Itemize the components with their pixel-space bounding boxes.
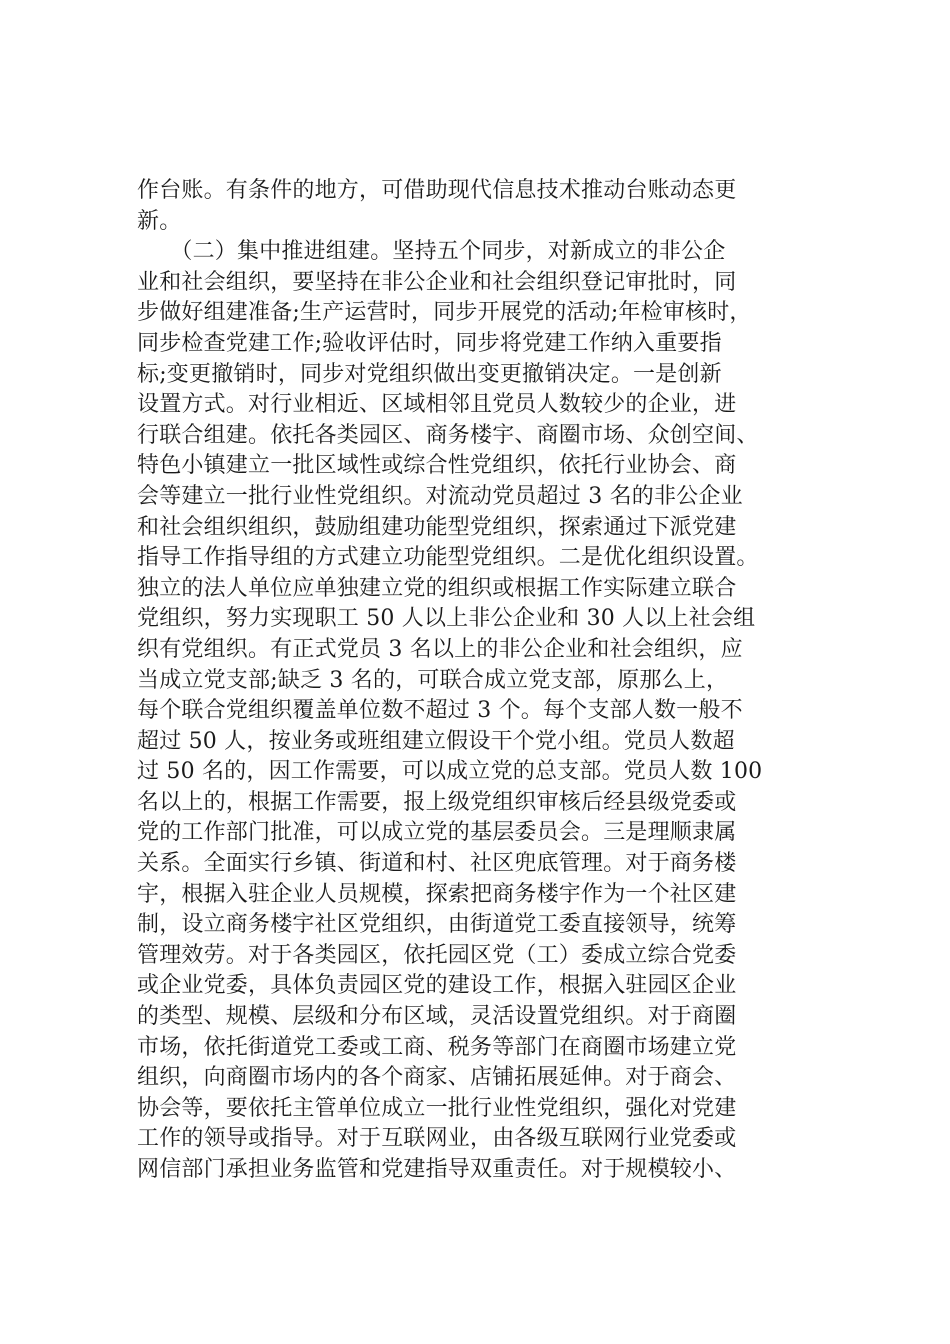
text-line: 同步检查党建工作;验收评估时，同步将党建工作纳入重要指 <box>137 330 722 356</box>
text-line: 特色小镇建立一批区域性或综合性党组织，依托行业协会、商 <box>137 453 737 479</box>
text-line: 超过 50 人，按业务或班组建立假设干个党小组。党员人数超 <box>137 728 735 754</box>
text-line: 名以上的，根据工作需要，报上级党组织审核后经县级党委或 <box>137 789 737 815</box>
text-line: 过 50 名的，因工作需要，可以成立党的总支部。党员人数 100 <box>137 759 763 785</box>
text-line: 和社会组织组织，鼓励组建功能型党组织，探索通过下派党建 <box>137 514 737 540</box>
text-line: 标;变更撤销时，同步对党组织做出变更撤销决定。一是创新 <box>137 361 722 387</box>
text-line: 业和社会组织，要坚持在非公企业和社会组织登记审批时，同 <box>137 269 737 295</box>
text-line: 宇，根据入驻企业人员规模，探索把商务楼宇作为一个社区建 <box>137 881 737 907</box>
body-text <box>137 176 837 1186</box>
text-line: 的类型、规模、层级和分布区域，灵活设置党组织。对于商圈 <box>137 1004 737 1030</box>
text-line: 每个联合党组织覆盖单位数不超过 3 个。每个支部人数一般不 <box>137 698 743 724</box>
text-line: 关系。全面实行乡镇、街道和村、社区兜底管理。对于商务楼 <box>137 851 737 877</box>
text-line: 独立的法人单位应单独建立党的组织或根据工作实际建立联合 <box>137 575 737 601</box>
text-line: 织有党组织。有正式党员 3 名以上的非公企业和社会组织，应 <box>137 636 743 662</box>
text-line: 市场，依托街道党工委或工商、税务等部门在商圈市场建立党 <box>137 1034 737 1060</box>
text-line: 指导工作指导组的方式建立功能型党组织。二是优化组织设置。 <box>137 545 759 571</box>
text-line: 作台账。有条件的地方，可借助现代信息技术推动台账动态更 <box>137 178 737 203</box>
text-line: （二）集中推进组建。坚持五个同步，对新成立的非公企 <box>137 239 726 265</box>
text-line: 工作的领导或指导。对于互联网业，由各级互联网行业党委或 <box>137 1126 737 1152</box>
text-line: 行联合组建。依托各类园区、商务楼宇、商圈市场、众创空间、 <box>137 422 759 448</box>
text-line: 管理效劳。对于各类园区，依托园区党（工）委成立综合党委 <box>137 942 737 968</box>
text-line: 网信部门承担业务监管和党建指导双重责任。对于规模较小、 <box>137 1157 737 1182</box>
text-line: 会等建立一批行业性党组织。对流动党员超过 3 名的非公企业 <box>137 483 743 509</box>
text-line: 党组织，努力实现职工 50 人以上非公企业和 30 人以上社会组 <box>137 606 756 632</box>
text-line: 或企业党委，具体负责园区党的建设工作，根据入驻园区企业 <box>137 973 737 999</box>
text-line: 步做好组建准备;生产运营时，同步开展党的活动;年检审核时， <box>137 300 752 326</box>
text-line: 协会等，要依托主管单位成立一批行业性党组织，强化对党建 <box>137 1095 737 1121</box>
text-line: 新。 <box>137 208 182 234</box>
text-line: 党的工作部门批准，可以成立党的基层委员会。三是理顺隶属 <box>137 820 737 846</box>
text-line: 制，设立商务楼宇社区党组织，由街道党工委直接领导，统筹 <box>137 912 737 938</box>
text-line: 当成立党支部;缺乏 3 名的，可联合成立党支部，原那么上， <box>137 667 729 693</box>
text-line: 组织，向商圈市场内的各个商家、店铺拓展延伸。对于商会、 <box>137 1065 737 1091</box>
text-line: 设置方式。对行业相近、区域相邻且党员人数较少的企业，进 <box>137 392 737 418</box>
